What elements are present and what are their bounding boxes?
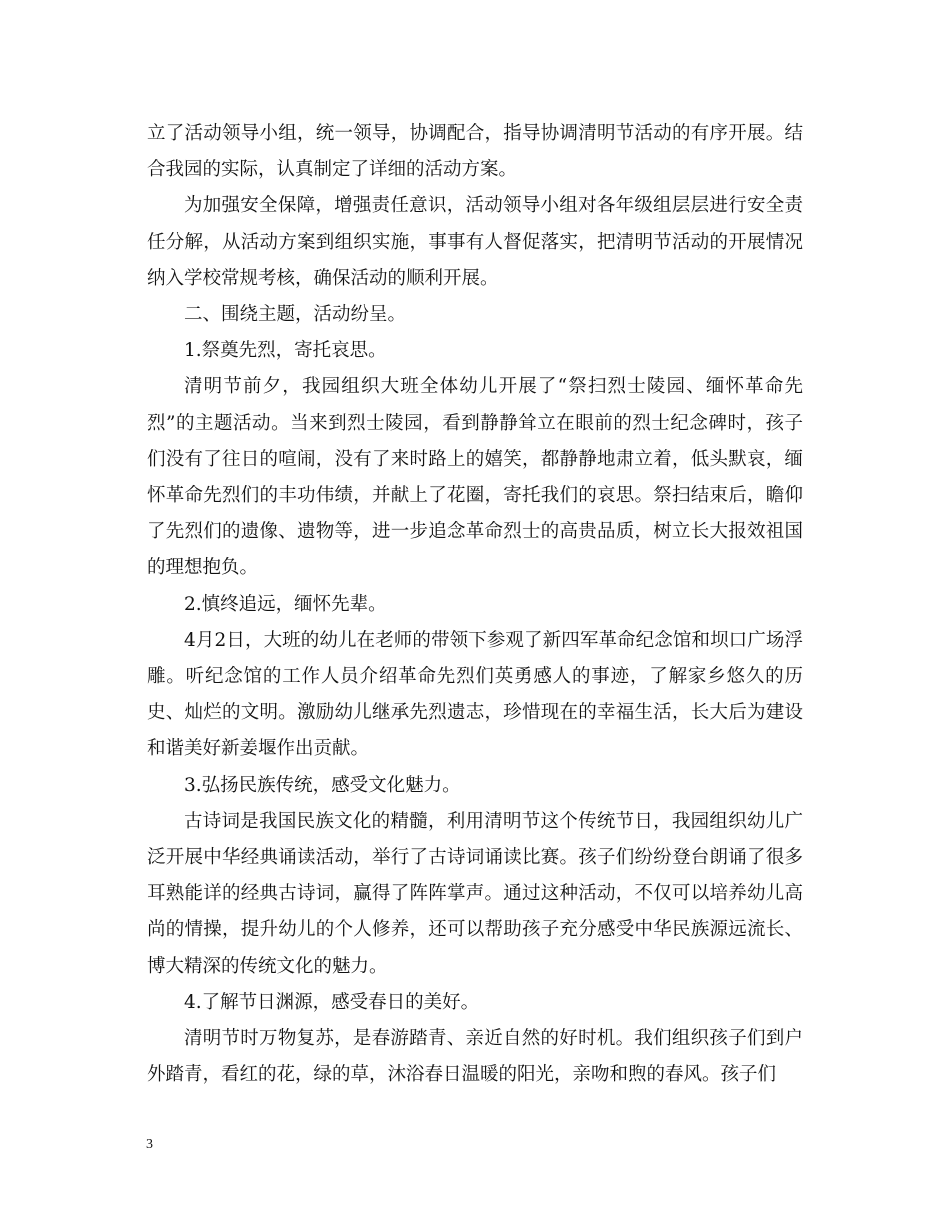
paragraph-1: 立了活动领导小组，统一领导，协调配合，指导协调清明节活动的有序开展。结合我园的实际，认真制定了详细的活动方案。 bbox=[147, 123, 803, 181]
subheading-1: 1.祭奠先烈，寄托哀思。 bbox=[184, 340, 387, 362]
paragraph-3: 清明节前夕，我园组织大班全体幼儿开展了“祭扫烈士陵园、缅怀革命先烈”的主题活动。当来到烈士陵园，看到静静耸立在眼前的烈士纪念碑时，孩子们没有了往日的喧闹，没有了来时路上的嬉笑，都静静地肃立着，低头默哀，缅怀革命先烈们的丰功伟绩，并献上了花圈，寄托我们的哀思。祭扫结束后，瞻仰了先烈们的遗像、遗物等，进一步追念革命烈士的高贵品质，树立长大报效祖国的理想抱负。 bbox=[147, 376, 803, 579]
subheading-4: 4.了解节日渊源，感受春日的美好。 bbox=[184, 991, 480, 1013]
paragraph-2: 为加强安全保障，增强责任意识，活动领导小组对各年级组层层进行安全责任分解，从活动方案到组织实施，事事有人督促落实，把清明节活动的开展情况纳入学校常规考核，确保活动的顺利开展。 bbox=[147, 195, 803, 289]
subheading-3: 3.弘扬民族传统，感受文化魅力。 bbox=[184, 774, 461, 796]
paragraph-6: 清明节时万物复苏，是春游踏青、亲近自然的好时机。我们组织孩子们到户外踏青，看红的花，绿的草，沐浴春日温暖的阳光，亲吻和煦的春风。孩子们 bbox=[147, 1028, 803, 1086]
subheading-2: 2.慎终追远，缅怀先辈。 bbox=[184, 593, 387, 615]
page-number: 3 bbox=[146, 1137, 153, 1152]
section-heading-2: 二、围绕主题，活动纷呈。 bbox=[184, 304, 407, 326]
paragraph-4: 4月2日，大班的幼儿在老师的带领下参观了新四军革命纪念馆和坝口广场浮雕。听纪念馆的工作人员介绍革命先烈们英勇感人的事迹，了解家乡悠久的历史、灿烂的文明。激励幼儿继承先烈遗志，珍惜现在的幸福生活，长大后为建设和谐美好新姜堰作出贡献。 bbox=[147, 629, 803, 760]
paragraph-5: 古诗词是我国民族文化的精髓，利用清明节这个传统节日，我园组织幼儿广泛开展中华经典诵读活动，举行了古诗词诵读比赛。孩子们纷纷登台朗诵了很多耳熟能详的经典古诗词，赢得了阵阵掌声。通过这种活动，不仅可以培养幼儿高尚的情操，提升幼儿的个人修养，还可以帮助孩子充分感受中华民族源远流长、博大精深的传统文化的魅力。 bbox=[147, 810, 803, 977]
document-body bbox=[147, 116, 803, 1093]
